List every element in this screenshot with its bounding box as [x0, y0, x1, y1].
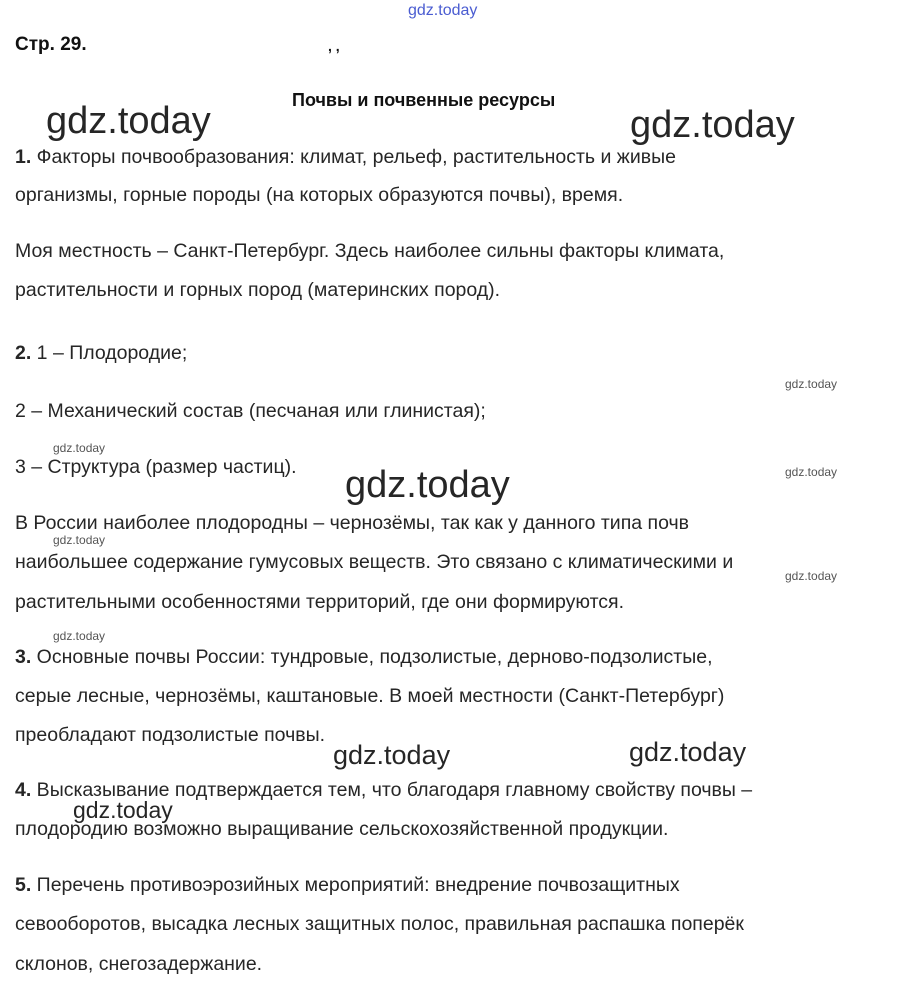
answer-2-line-4: В России наиболее плодородны – чернозёмы, так как у данного типа почв — [15, 512, 690, 534]
watermark-medium-3: gdz.today — [73, 797, 173, 823]
answer-2-line-1: 2. 1 – Плодородие; — [15, 342, 188, 364]
answer-3-number: 3. — [15, 646, 32, 668]
watermark-medium-2: gdz.today — [629, 737, 747, 767]
answer-5-number: 5. — [15, 874, 32, 896]
answer-1-number: 1. — [15, 146, 32, 168]
watermark-small-1: gdz.today — [785, 377, 838, 391]
answer-4-line-1: 4. Высказывание подтверждается тем, что благодаря главному свойству почвы – — [15, 779, 753, 801]
watermark-small-5: gdz.today — [785, 569, 838, 583]
answer-2-line-5: наибольшее содержание гумусовых веществ. Это связано с климатическими и — [15, 551, 734, 573]
answer-4-line-2: плодородию возможно выращивание сельскохозяйственной продукции. — [15, 818, 669, 840]
watermark-top: gdz.today — [408, 2, 478, 19]
answer-5-line-3: склонов, снегозадержание. — [15, 953, 263, 975]
answer-4-number: 4. — [15, 779, 32, 801]
page-label: Стр. 29. — [15, 34, 87, 55]
answer-1-line-3: Моя местность – Санкт-Петербург. Здесь наиболее сильны факторы климата, — [15, 240, 725, 262]
answer-2-line-6: растительными особенностями территорий, где они формируются. — [15, 591, 625, 613]
answer-5-line-1: 5. Перечень противоэрозийных мероприятий: внедрение почвозащитных — [15, 874, 680, 896]
watermark-small-6: gdz.today — [53, 629, 106, 643]
watermark-large-3: gdz.today — [345, 464, 510, 506]
answer-3-line-3: преобладают подзолистые почвы. — [15, 724, 326, 746]
watermark-small-2: gdz.today — [53, 441, 106, 455]
answer-2-number: 2. — [15, 342, 32, 364]
answer-1-line-2: организмы, горные породы (на которых образуются почвы), время. — [15, 184, 624, 206]
watermark-large-2: gdz.today — [630, 104, 795, 146]
answer-2-line-3: 3 – Структура (размер частиц). — [15, 456, 297, 478]
page-title: Почвы и почвенные ресурсы — [292, 90, 556, 110]
answer-3-line-1: 3. Основные почвы России: тундровые, подзолистые, дерново-подзолистые, — [15, 646, 713, 668]
watermark-large-1: gdz.today — [46, 100, 211, 142]
answer-1-line-4: растительности и горных пород (материнских пород). — [15, 279, 501, 301]
answer-1-line-1: 1. Факторы почвообразования: климат, рельеф, растительность и живые — [15, 146, 676, 168]
scan-artifact-text: , , — [328, 38, 340, 54]
watermark-small-3: gdz.today — [785, 465, 838, 479]
answer-3-line-2: серые лесные, чернозёмы, каштановые. В моей местности (Санкт-Петербург) — [15, 685, 725, 707]
watermark-small-4: gdz.today — [53, 533, 106, 547]
answer-2-line-2: 2 – Механический состав (песчаная или глинистая); — [15, 400, 486, 422]
answer-5-line-2: севооборотов, высадка лесных защитных полос, правильная распашка поперёк — [15, 913, 744, 935]
watermark-medium-1: gdz.today — [333, 740, 451, 770]
